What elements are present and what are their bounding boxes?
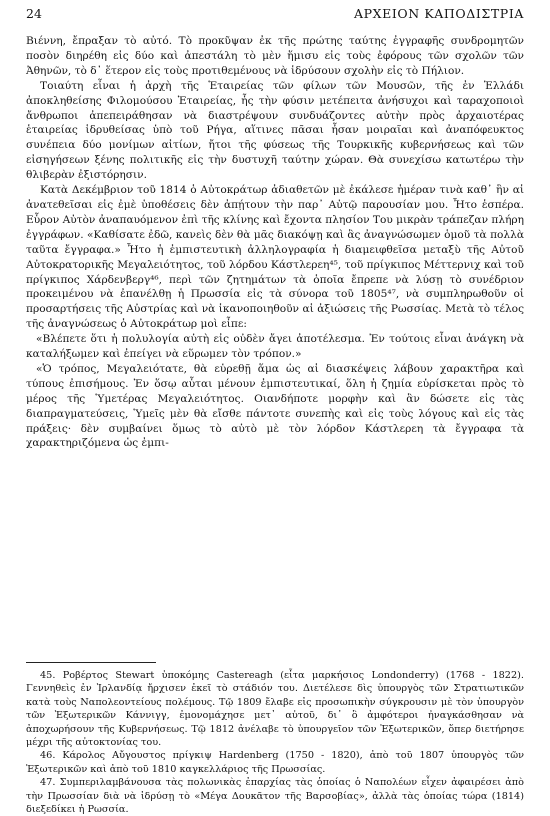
footnote-divider xyxy=(26,662,156,663)
page-header xyxy=(26,6,524,26)
paragraph: Κατὰ Δεκέμβριον τοῦ 1814 ὁ Αὐτοκράτωρ ἀδιαθετῶν μὲ ἐκάλεσε ἡμέραν τινὰ καθ᾽ ἣν αἱ ἀνατεθεῖσαι εἰς ἐμὲ ὑποθέσεις δὲν ἀπῄτουν τὴν παρ᾽ Αὐτῷ παρουσίαν μου. Ἦτο ἑσπέρα. Εὗρον Αὐτὸν ἀναπαυόμενον ἐπὶ τῆς κλίνης καὶ ἔχοντα πλησίον Του μικρὰν τράπεζαν πλήρη ἐγγράφων. «Καθίσατε ἐδῶ, κανεὶς δὲν θὰ μᾶς διακόψῃ καὶ ἂς ἀναγνώσωμεν ὁμοῦ τὰ πολλὰ ταῦτα ἔγγραφα.» Ἦτο ἡ ἐμπιστευτικὴ ἀλληλογραφία ἡ διαμειφθεῖσα μεταξὺ τῆς Αὐτοῦ Αὐτοκρατορικῆς Μεγαλειότητος, τοῦ λόρδου Κάστλερεη⁴⁵, τοῦ πρίγκιπος Μέττερνιχ καὶ τοῦ πρίγκιπος Χάρδενβεργ⁴⁶, περὶ τῶν ζητημάτων τὰ ὁποῖα ἔπρεπε νὰ λύσῃ τὸ συνέδριον προκειμένου νὰ ἐπανέλθῃ ἡ Πρωσσία εἰς τὰ σύνορα τοῦ 1805⁴⁷, νὰ συμπληρωθοῦν οἱ προσαρτήσεις τῆς Αὐστρίας καὶ νὰ ἱκανοποιηθοῦν αἱ ἀξιώσεις τῆς Ρωσσίας. Μετὰ τὸ τέλος τῆς ἀναγνώσεως ὁ Αὐτοκράτωρ μοὶ εἶπε: xyxy=(26,184,524,331)
main-text xyxy=(26,34,524,451)
quote-paragraph: «Ὁ τρόπος, Μεγαλειότατε, θὰ εὑρεθῇ ἅμα ὡς αἱ διασκέψεις λάβουν χαρακτῆρα καὶ τύπους ἐπισήμους. Ἐν ὅσῳ αὗται μένουν ἐμπιστευτικαί, ὅλη ἡ ζημία εὑρίσκεται πρὸς τὸ μέρος τῆς Ὑμετέρας Μεγαλειότητος. Οιανδήποτε μορφὴν καὶ ἂν δώσετε εἰς τὰς διαπραγματεύσεις, Ὑμεῖς μὲν θὰ εἴσθε πάντοτε συνεπὴς καὶ εἰς τοὺς λόγους καὶ εἰς τὰς πράξεις· δὲν συμβαίνει ὅμως τὸ αὐτὸ μὲ τὸν λόρδον Κάστλερεη τὰ ἔγγραφα τὰ χαρακτηριζόμενα ὡς ἐμπι- xyxy=(26,362,524,450)
running-title: ΑΡΧΕΙΟΝ ΚΑΠΟΔΙΣΤΡΙΑ xyxy=(354,6,524,21)
footnotes xyxy=(26,662,524,816)
footnote-45: 45. Ροβέρτος Stewart ὑποκόμης Castereagh (εἶτα μαρκήσιος Londonderry) (1768 - 1822). Γεννηθεὶς ἐν Ἰρλανδίᾳ ἤρχισεν ἐκεῖ τὸ στάδιόν του. Διετέλεσε δὶς ὑπουργὸς τῶν Στρατιωτικῶν κατὰ τοὺς Ναπολεοντείους πολέμους. Τῷ 1809 ἔλαβε εἰς προσωπικὴν σύγκρουσιν μὲ τὸν ὑπουργὸν τῶν Ἐξωτερικῶν Κάννιγγ, ἐμονομάχησε μετ᾽ αὐτοῦ, δι᾽ ὃ ἀμφότεροι ἠναγκάσθησαν νὰ ἀποχωρήσουν τῆς Κυβερνήσεως. Τῷ 1812 ἀνέλαβε τὸ ὑπουργεῖον τῶν Ἐξωτερικῶν, ὅπερ διετήρησε μέχρι τῆς αὐτοκτονίας του. xyxy=(26,670,524,749)
footnote-47: 47. Συμπεριλαμβάνουσα τὰς πολωνικὰς ἐπαρχίας τὰς ὁποίας ὁ Ναπολέων εἶχεν ἀφαιρέσει ἀπὸ τὴν Πρωσσίαν διὰ νὰ ἱδρύσῃ τὸ «Μέγα Δουκᾶτον τῆς Βαρσοβίας», ἀλλὰ τὰς ὁποίας τώρα (1814) διεξεδίκει ἡ Ρωσσία. xyxy=(26,777,524,816)
paragraph: Τοιαύτη εἶναι ἡ ἀρχὴ τῆς Ἑταιρείας τῶν φίλων τῶν Μουσῶν, τῆς ἐν Ἑλλάδι ἀποκληθείσης Φιλομούσου Ἑταιρείας, ἧς τὴν φύσιν μετέπειτα ἀνήσυχοι καὶ ταραχοποιοὶ ἄνθρωποι ἀπεπειράθησαν νὰ διαστρέψουν συνδυάζοντες αὐτὴν πρὸς ἀρχαιοτέρας ἑταιρείας ἱδρυθείσας ὑπὸ τοῦ Ρήγα, αἵτινες πᾶσαι ἦσαν μοιραῖαι καὶ ἀναπόφευκτος συνέπεια δύο μονίμων αἰτίων, ἤτοι τῆς φύσεως τῆς Τουρκικῆς κυβερνήσεως καὶ τῶν εἰσηγήσεων ξένης πολιτικῆς εἰς τὴν δυστυχῆ ταύτην χώραν. Θὰ συνεχίσω κατωτέρω τὴν θλιβερὰν ἐξιστόρησιν. xyxy=(26,79,524,182)
quote-paragraph: «Βλέπετε ὅτι ἡ πολυλογία αὐτὴ εἰς οὐδὲν ἄγει ἀποτέλεσμα. Ἐν τούτοις εἶναι ἀνάγκη νὰ καταλήξωμεν καὶ ἐπείγει νὰ εὕρωμεν τὸν τρόπον.» xyxy=(26,333,524,361)
footnote-46: 46. Κάρολος Αὔγουστος πρίγκιψ Hardenberg (1750 - 1820), ἀπὸ τοῦ 1807 ὑπουργὸς τῶν Ἐξωτερικῶν καὶ ἀπὸ τοῦ 1810 καγκελλάριος τῆς Πρωσσίας. xyxy=(26,750,524,775)
page-number: 24 xyxy=(26,6,42,21)
paragraph: Βιέννη, ἔπραξαν τὸ αὐτό. Τὸ προκῦψαν ἐκ τῆς πρώτης ταύτης ἐγγραφῆς συνδρομητῶν ποσὸν διηρέθη εἰς δύο καὶ ἀπεστάλη τὸ μὲν ἥμισυ εἰς τοὺς ἐφόρους τῶν σχολῶν τῶν Ἀθηνῶν, τὸ δ᾽ ἕτερον εἰς τοὺς προτιθεμένους νὰ ἱδρύσουν σχολὴν εἰς τὸ Πήλιον. xyxy=(26,35,524,77)
